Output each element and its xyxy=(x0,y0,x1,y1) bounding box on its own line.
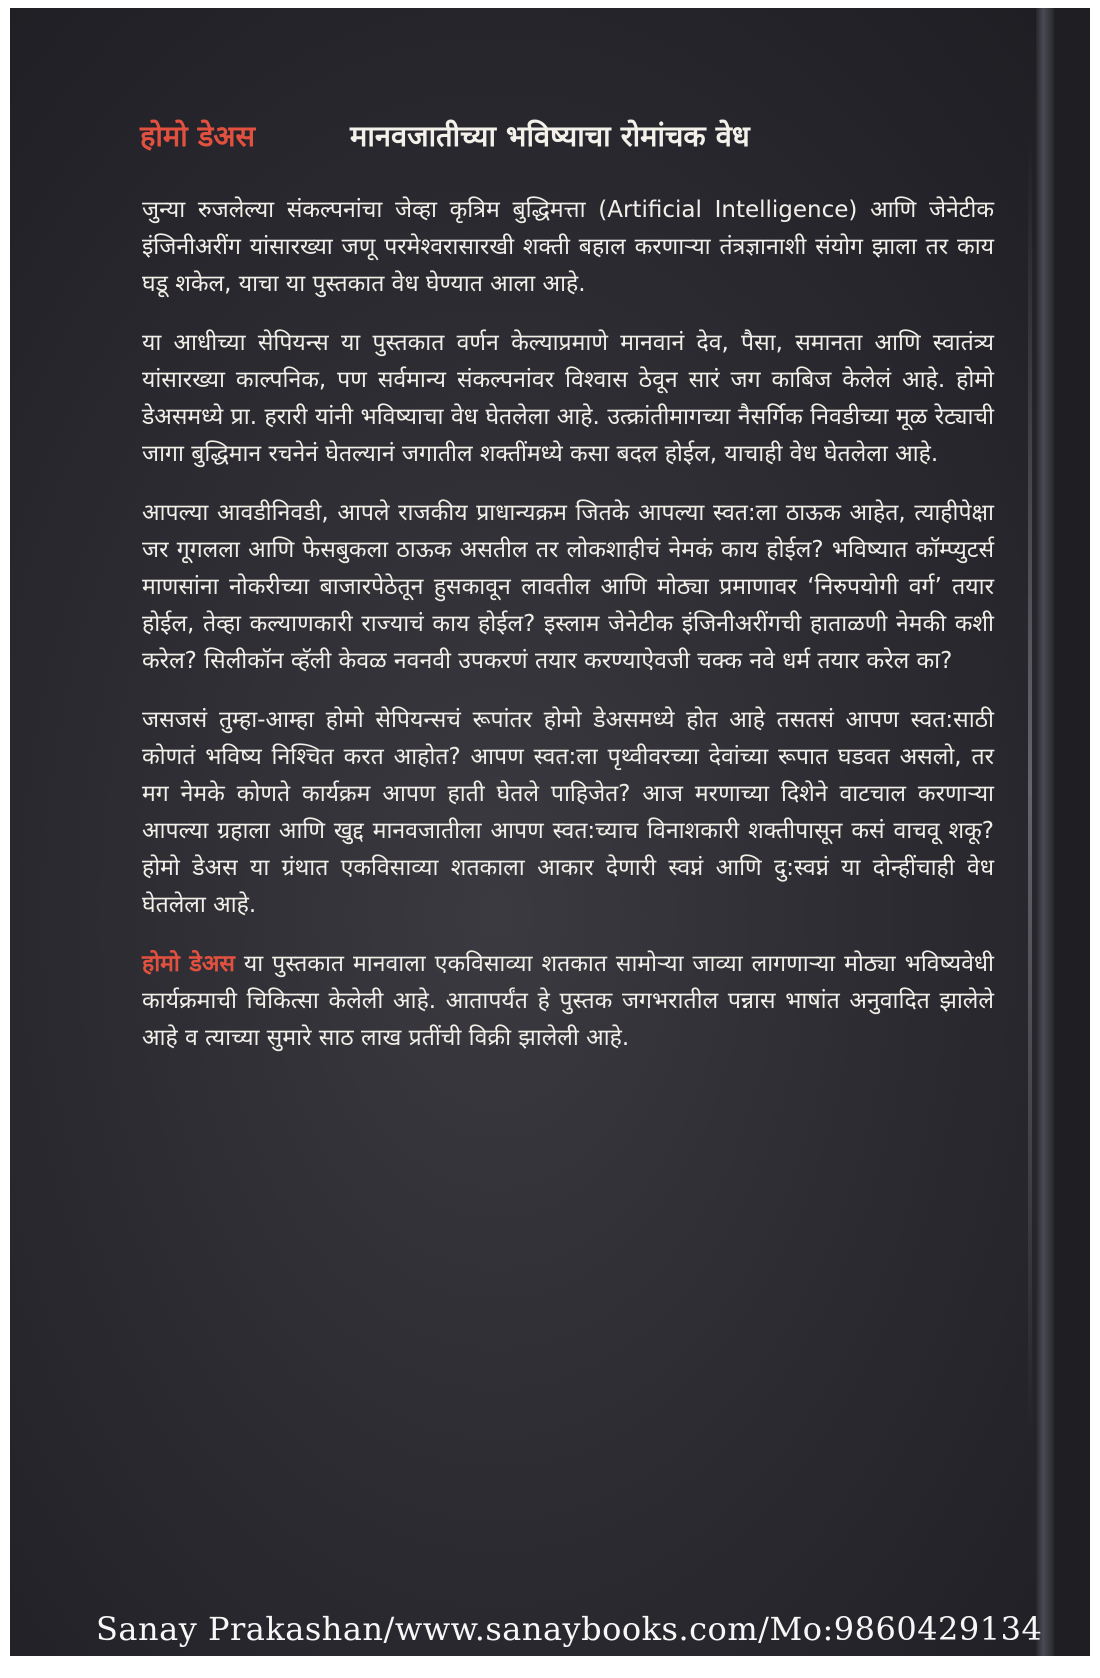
cover-spine-highlight xyxy=(1028,138,1032,1438)
blurb-paragraph-5-text: या पुस्तकात मानवाला एकविसाव्या शतकात सामोऱ्या जाव्या लागणाऱ्या मोठ्या भविष्यवेधी कार्यक्रमाची चिकित्सा केलेली आहे. आतापर्यंत हे पुस्तक जगभरातील पन्नास भाषांत अनुवादित झालेले आहे व त्याच्या सुमारे साठ लाख प्रतींची विक्री झालेली आहे. xyxy=(142,951,994,1051)
blurb-paragraph-1: जुन्या रुजलेल्या संकल्पनांचा जेव्हा कृत्रिम बुद्धिमत्ता (Artificial Intelligence) आणि जेनेटीक इंजिनीअरींग यांसारख्या जणू परमेश्वरासारखी शक्ती बहाल करणाऱ्या तंत्रज्ञानाशी संयोग झाला तर काय घडू शकेल, याचा या पुस्तकात वेध घेण्यात आला आहे. xyxy=(142,197,994,297)
page-footer-margin xyxy=(0,1656,1100,1678)
blurb-title-accent: होमो डेअस xyxy=(142,951,235,977)
blurb-paragraph-2: या आधीच्या सेपियन्स या पुस्तकात वर्णन केल्याप्रमाणे मानवानं देव, पैसा, समानता आणि स्वातंत्र्य यांसारख्या काल्पनिक, पण सर्वमान्य संकल्पनांवर विश्वास ठेवून सारं जग काबिज केलेलं आहे. होमो डेअसमध्ये प्रा. हरारी यांनी भविष्याचा वेध घेतलेला आहे. उत्क्रांतीमागच्या नैसर्गिक निवडीच्या मूळ रेट्याची जागा बुद्धिमान रचनेनं घेतल्यानं जगातील शक्तींमध्ये कसा बदल होईल, याचाही वेध घेतलेला आहे. xyxy=(142,330,994,467)
heading-row xyxy=(140,116,1000,166)
blurb-body xyxy=(142,192,994,1079)
blurb-paragraph-5 xyxy=(142,946,994,1057)
publisher-watermark: Sanay Prakashan/www.sanaybooks.com/Mo:9860429134 xyxy=(96,1610,1043,1648)
cover-right-edge xyxy=(1054,8,1090,1656)
book-back-cover xyxy=(10,8,1090,1656)
book-subtitle: मानवजातीच्या भविष्याचा रोमांचक वेध xyxy=(350,119,750,153)
cover-spine-strip xyxy=(1036,8,1054,1656)
book-title: होमो डेअस xyxy=(140,119,256,153)
blurb-paragraph-3: आपल्या आवडीनिवडी, आपले राजकीय प्राधान्यक्रम जितके आपल्या स्वत:ला ठाऊक आहेत, त्याहीपेक्षा जर गूगलला आणि फेसबुकला ठाऊक असतील तर लोकशाहीचं नेमकं काय होईल? भविष्यात कॉम्प्युटर्स माणसांना नोकरीच्या बाजारपेठेतून हुसकावून लावतील आणि मोठ्या प्रमाणावर ‘निरुपयोगी वर्ग’ तयार होईल, तेव्हा कल्याणकारी राज्याचं काय होईल? इस्लाम जेनेटीक इंजिनीअरींगची हाताळणी नेमकी कशी करेल? सिलीकॉन व्हॅली केवळ नवनवी उपकरणं तयार करण्याऐवजी चक्क नवे धर्म तयार करेल का? xyxy=(142,500,994,674)
blurb-paragraph-4: जसजसं तुम्हा-आम्हा होमो सेपियन्सचं रूपांतर होमो डेअसमध्ये होत आहे तसतसं आपण स्वत:साठी कोणतं भविष्य निश्चित करत आहोत? आपण स्वत:ला पृथ्वीवरच्या देवांच्या रूपात घडवत असलो, तर मग नेमके कोणते कार्यक्रम आपण हाती घेतले पाहिजेत? आज मरणाच्या दिशेने वाटचाल करणाऱ्या आपल्या ग्रहाला आणि खुद्द मानवजातीला आपण स्वत:च्याच विनाशकारी शक्तीपासून कसं वाचवू शकू? होमो डेअस या ग्रंथात एकविसाव्या शतकाला आकार देणारी स्वप्नं आणि दु:स्वप्नं या दोन्हींचाही वेध घेतलेला आहे. xyxy=(142,707,994,918)
